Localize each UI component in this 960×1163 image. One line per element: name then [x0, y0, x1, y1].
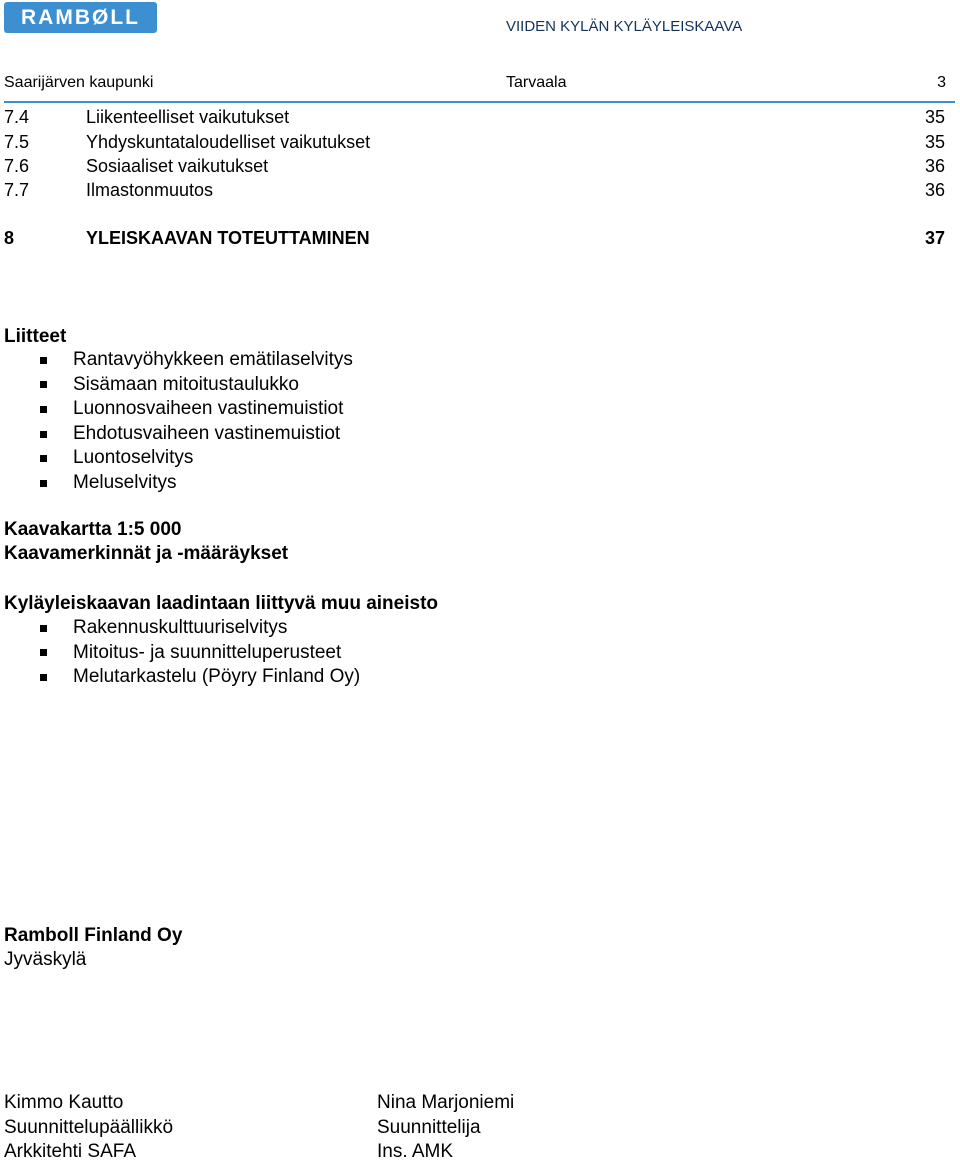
logo-text: RAMBØLL — [21, 6, 140, 29]
bullet-icon — [40, 381, 47, 388]
kaavamerkinnat-label: Kaavamerkinnät ja -määräykset — [4, 543, 289, 564]
list-item — [40, 422, 353, 447]
list-item — [40, 616, 360, 641]
signatory-name: Nina Marjoniemi — [377, 1092, 515, 1113]
toc-page: 35 — [924, 107, 945, 127]
liitteet-heading: Liitteet — [4, 326, 67, 347]
toc-title: Yhdyskuntataloudelliset vaikutukset — [86, 132, 371, 152]
list-item-label: Luontoselvitys — [73, 447, 194, 469]
company-name: Ramboll Finland Oy — [4, 925, 183, 946]
bullet-icon — [40, 480, 47, 487]
signatory-role: Suunnittelija — [377, 1117, 481, 1138]
header-rule — [4, 101, 955, 103]
aineisto-heading: Kyläyleiskaavan laadintaan liittyvä muu aineisto — [4, 593, 439, 614]
page-number: 3 — [937, 74, 946, 91]
toc-title: Liikenteelliset vaikutukset — [86, 107, 290, 127]
toc-page: 37 — [924, 228, 945, 248]
toc-page: 36 — [924, 180, 945, 200]
toc-num: 8 — [4, 228, 15, 248]
list-item — [40, 471, 353, 496]
company-city: Jyväskylä — [4, 949, 87, 970]
list-item — [40, 373, 353, 398]
header-area: Tarvaala — [506, 74, 567, 91]
toc-title: Sosiaaliset vaikutukset — [86, 156, 269, 176]
signatory-role: Suunnittelupäällikkö — [4, 1117, 174, 1138]
bullet-icon — [40, 674, 47, 681]
liitteet-list — [40, 348, 353, 496]
list-item-label: Meluselvitys — [73, 471, 177, 493]
list-item-label: Luonnosvaiheen vastinemuistiot — [73, 398, 344, 420]
header-municipality: Saarijärven kaupunki — [4, 74, 154, 91]
signatory-title: Arkkitehti SAFA — [4, 1141, 136, 1162]
list-item — [40, 348, 353, 373]
bullet-icon — [40, 649, 47, 656]
toc-num: 7.7 — [4, 180, 30, 200]
list-item — [40, 665, 360, 690]
toc-title: Ilmastonmuutos — [86, 180, 214, 200]
list-item-label: Sisämaan mitoitustaulukko — [73, 373, 299, 395]
toc-num: 7.6 — [4, 156, 30, 176]
bullet-icon — [40, 625, 47, 632]
list-item — [40, 641, 360, 666]
signatory-title: Ins. AMK — [377, 1141, 454, 1162]
toc-title: YLEISKAAVAN TOTEUTTAMINEN — [86, 228, 370, 248]
list-item-label: Melutarkastelu (Pöyry Finland Oy) — [73, 666, 361, 688]
bullet-icon — [40, 357, 47, 364]
bullet-icon — [40, 406, 47, 413]
list-item-label: Rantavyöhykkeen emätilaselvitys — [73, 349, 353, 370]
bullet-icon — [40, 431, 47, 438]
bullet-icon — [40, 455, 47, 462]
document-title: VIIDEN KYLÄN KYLÄYLEISKAAVA — [506, 18, 743, 35]
list-item-label: Ehdotusvaiheen vastinemuistiot — [73, 422, 341, 444]
toc-page: 36 — [924, 156, 945, 176]
list-item — [40, 397, 353, 422]
toc-num: 7.5 — [4, 132, 30, 152]
aineisto-list — [40, 616, 360, 690]
kaavakartta-label: Kaavakartta 1:5 000 — [4, 519, 182, 540]
ramboll-logo — [4, 2, 157, 33]
toc-page: 35 — [924, 132, 945, 152]
signatory-name: Kimmo Kautto — [4, 1092, 124, 1113]
list-item-label: Rakennuskulttuuriselvitys — [73, 617, 288, 638]
toc-num: 7.4 — [4, 107, 30, 127]
list-item — [40, 446, 353, 471]
list-item-label: Mitoitus- ja suunnitteluperusteet — [73, 641, 342, 663]
